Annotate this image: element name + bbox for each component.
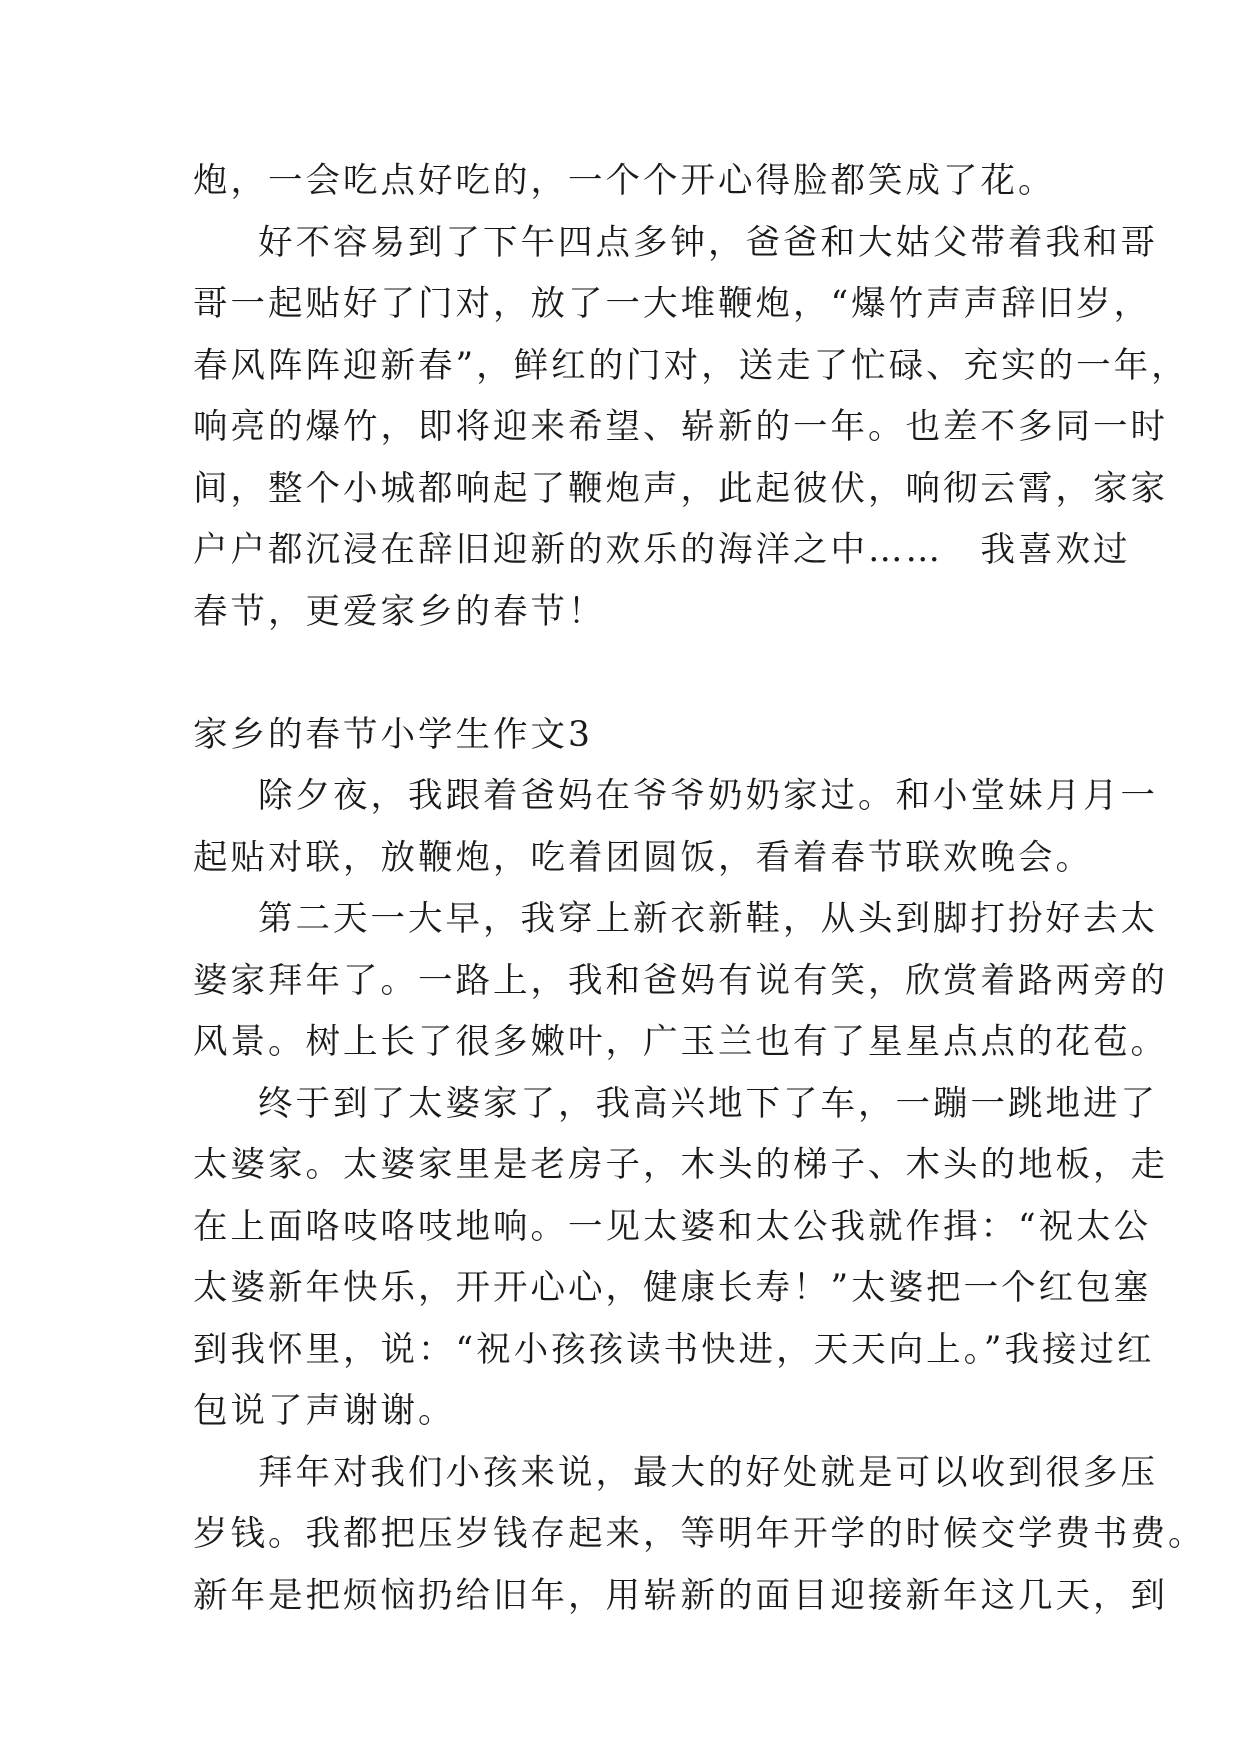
text-line: 岁钱。我都把压岁钱存起来，等明年开学的时候交学费书费。 bbox=[193, 1514, 1206, 1554]
text-line: 炮，一会吃点好吃的，一个个开心得脸都笑成了花。 bbox=[193, 161, 1056, 201]
document-body bbox=[193, 151, 1206, 1627]
text-line: 在上面咯吱咯吱地响。一见太婆和太公我就作揖：“祝太公 bbox=[193, 1206, 1152, 1247]
text-line: 起贴对联，放鞭炮，吃着团圆饭，看着春节联欢晚会。 bbox=[193, 837, 1093, 878]
text-line: 包说了声谢谢。 bbox=[193, 1391, 456, 1431]
text-line: 哥一起贴好了门对，放了一大堆鞭炮，“爆竹声声辞旧岁， bbox=[193, 284, 1152, 324]
text-line: 太婆新年快乐，开开心心，健康长寿！”太婆把一个红包塞 bbox=[193, 1268, 1152, 1308]
text-line: 拜年对我们小孩来说，最大的好处就是可以收到很多压 bbox=[258, 1452, 1158, 1493]
text-line: 户户都沉浸在辞旧迎新的欢乐的海洋之中…… 我喜欢过 bbox=[193, 530, 1131, 570]
text-line: 间，整个小城都响起了鞭炮声，此起彼伏，响彻云霄，家家 bbox=[193, 468, 1168, 509]
text-line: 终于到了太婆家了，我高兴地下了车，一蹦一跳地进了 bbox=[258, 1083, 1158, 1124]
text-line: 新年是把烦恼扔给旧年，用崭新的面目迎接新年这几天，到 bbox=[193, 1575, 1168, 1616]
paragraph-gap bbox=[193, 643, 1073, 705]
text-line: 春风阵阵迎新春”，鲜红的门对，送走了忙碌、充实的一年， bbox=[193, 345, 1189, 386]
text-line: 太婆家。太婆家里是老房子，木头的梯子、木头的地板，走 bbox=[193, 1145, 1168, 1185]
text-line: 婆家拜年了。一路上，我和爸妈有说有笑，欣赏着路两旁的 bbox=[193, 960, 1168, 1001]
text-line: 响亮的爆竹，即将迎来希望、崭新的一年。也差不多同一时 bbox=[193, 407, 1168, 447]
text-line: 到我怀里，说：“祝小孩孩读书快进，天天向上。”我接过红 bbox=[193, 1329, 1155, 1370]
text-line: 除夕夜，我跟着爸妈在爷爷奶奶家过。和小堂妹月月一 bbox=[258, 776, 1158, 816]
text-line: 好不容易到了下午四点多钟，爸爸和大姑父带着我和哥 bbox=[258, 222, 1158, 263]
text-line: 春节，更爱家乡的春节！ bbox=[193, 591, 606, 632]
text-line: 第二天一大早，我穿上新衣新鞋，从头到脚打扮好去太 bbox=[258, 899, 1158, 939]
text-line: 风景。树上长了很多嫩叶，广玉兰也有了星星点点的花苞。 bbox=[193, 1022, 1168, 1062]
section-heading: 家乡的春节小学生作文3 bbox=[193, 714, 593, 755]
